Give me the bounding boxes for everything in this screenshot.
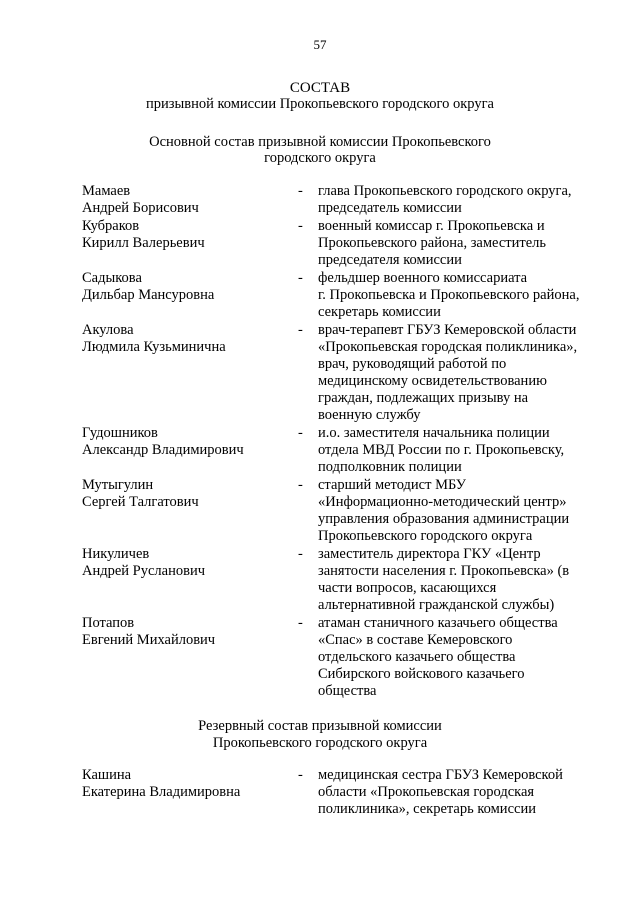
member-role-line: Прокопьевского района, заместитель xyxy=(318,235,546,251)
member-surname: Гудошников xyxy=(82,425,158,441)
member-surname: Кашина xyxy=(82,767,132,783)
member-role xyxy=(318,477,605,545)
member-name xyxy=(82,546,282,580)
member-role-line: занятости населения г. Прокопьевска» (в xyxy=(318,563,570,579)
member-name xyxy=(82,767,282,801)
member-given-names: Дильбар Мансуровна xyxy=(82,287,215,303)
member-role-line: атаман станичного казачьего общества xyxy=(318,615,558,631)
member-role-line: врач, руководящий работой по xyxy=(318,356,507,372)
member-role-line: «Спас» в составе Кемеровского xyxy=(318,632,513,648)
dash-separator: - xyxy=(298,183,303,199)
member-role-line: общества xyxy=(318,683,377,699)
dash-separator: - xyxy=(298,546,303,562)
member-role xyxy=(318,546,605,614)
page-number: 57 xyxy=(313,37,327,52)
member-name xyxy=(82,425,282,459)
member-role-line: части вопросов, касающихся xyxy=(318,580,497,596)
dash-separator: - xyxy=(298,477,303,493)
member-role xyxy=(318,218,605,269)
member-role xyxy=(318,425,605,476)
member-role-line: «Прокопьевская городская поликлиника», xyxy=(318,339,578,355)
member-role-line: отдела МВД России по г. Прокопьевску, xyxy=(318,442,565,458)
member-role-line: альтернативной гражданской службы) xyxy=(318,597,555,613)
reserve-section-heading-line2: Прокопьевского городского округа xyxy=(212,735,428,751)
member-role-line: управления образования администрации xyxy=(318,511,570,527)
member-name xyxy=(82,218,282,252)
member-role-line: медицинскому освидетельствованию xyxy=(318,373,547,389)
member-row xyxy=(0,425,640,476)
member-given-names: Александр Владимирович xyxy=(82,442,244,458)
member-role-line: военную службу xyxy=(318,407,421,423)
dash-separator: - xyxy=(298,425,303,441)
dash-separator: - xyxy=(298,218,303,234)
member-surname: Акулова xyxy=(82,322,134,338)
member-role-line: председатель комиссии xyxy=(318,200,462,216)
member-role-line: подполковник полиции xyxy=(318,459,462,475)
member-row xyxy=(0,270,640,321)
member-surname: Садыкова xyxy=(82,270,142,286)
main-section-heading: Основной состав призывной комиссии Прокопьевского xyxy=(149,134,491,150)
reserve-members-list xyxy=(0,767,640,818)
member-role-line: глава Прокопьевского городского округа, xyxy=(318,183,572,199)
member-role xyxy=(318,270,605,321)
member-surname: Никуличев xyxy=(82,546,150,562)
member-row xyxy=(0,183,640,217)
member-row xyxy=(0,767,640,818)
member-role-line: области «Прокопьевская городская xyxy=(318,784,535,800)
member-surname: Мамаев xyxy=(82,183,131,199)
member-name xyxy=(82,270,282,304)
member-given-names: Андрей Русланович xyxy=(82,563,206,579)
member-role-line: медицинская сестра ГБУЗ Кемеровской xyxy=(318,767,563,783)
member-name xyxy=(82,615,282,649)
member-role xyxy=(318,767,605,818)
member-name xyxy=(82,477,282,511)
member-role-line: поликлиника», секретарь комиссии xyxy=(318,801,536,817)
main-section-heading-line2: городского округа xyxy=(264,150,376,166)
dash-separator: - xyxy=(298,615,303,631)
member-given-names: Екатерина Владимировна xyxy=(82,784,241,800)
member-role-line: старший методист МБУ xyxy=(318,477,467,493)
member-given-names: Сергей Талгатович xyxy=(82,494,199,510)
member-role-line: «Информационно-методический центр» xyxy=(318,494,567,510)
member-role-line: фельдшер военного комиссариата xyxy=(318,270,528,286)
member-given-names: Людмила Кузьминична xyxy=(82,339,226,355)
member-role-line: врач-терапевт ГБУЗ Кемеровской области xyxy=(318,322,577,338)
member-row xyxy=(0,218,640,269)
member-given-names: Кирилл Валерьевич xyxy=(82,235,205,251)
document-subtitle: призывной комиссии Прокопьевского городского округа xyxy=(145,96,494,112)
member-given-names: Андрей Борисович xyxy=(82,200,199,216)
member-role xyxy=(318,615,605,700)
reserve-section-heading: Резервный состав призывной комиссии xyxy=(198,718,442,734)
document-title: СОСТАВ xyxy=(289,80,351,96)
member-role xyxy=(318,183,605,217)
member-role-line: военный комиссар г. Прокопьевска и xyxy=(318,218,545,234)
member-role-line: секретарь комиссии xyxy=(318,304,441,320)
member-row xyxy=(0,546,640,614)
member-name xyxy=(82,322,282,356)
member-role-line: заместитель директора ГКУ «Центр xyxy=(318,546,541,562)
member-row xyxy=(0,477,640,545)
member-surname: Потапов xyxy=(82,615,135,631)
main-members-list xyxy=(0,183,640,700)
member-surname: Кубраков xyxy=(82,218,140,234)
member-role-line: г. Прокопьевска и Прокопьевского района, xyxy=(318,287,580,303)
member-given-names: Евгений Михайлович xyxy=(82,632,216,648)
dash-separator: - xyxy=(298,767,303,783)
member-role-line: граждан, подлежащих призыву на xyxy=(318,390,529,406)
member-row xyxy=(0,615,640,700)
member-role-line: отдельского казачьего общества xyxy=(318,649,516,665)
dash-separator: - xyxy=(298,270,303,286)
member-role-line: и.о. заместителя начальника полиции xyxy=(318,425,550,441)
member-role-line: председателя комиссии xyxy=(318,252,462,268)
member-role-line: Сибирского войскового казачьего xyxy=(318,666,525,682)
dash-separator: - xyxy=(298,322,303,338)
member-role-line: Прокопьевского городского округа xyxy=(318,528,533,544)
member-role xyxy=(318,322,605,424)
member-name xyxy=(82,183,282,217)
member-row xyxy=(0,322,640,424)
member-surname: Мутыгулин xyxy=(82,477,154,493)
